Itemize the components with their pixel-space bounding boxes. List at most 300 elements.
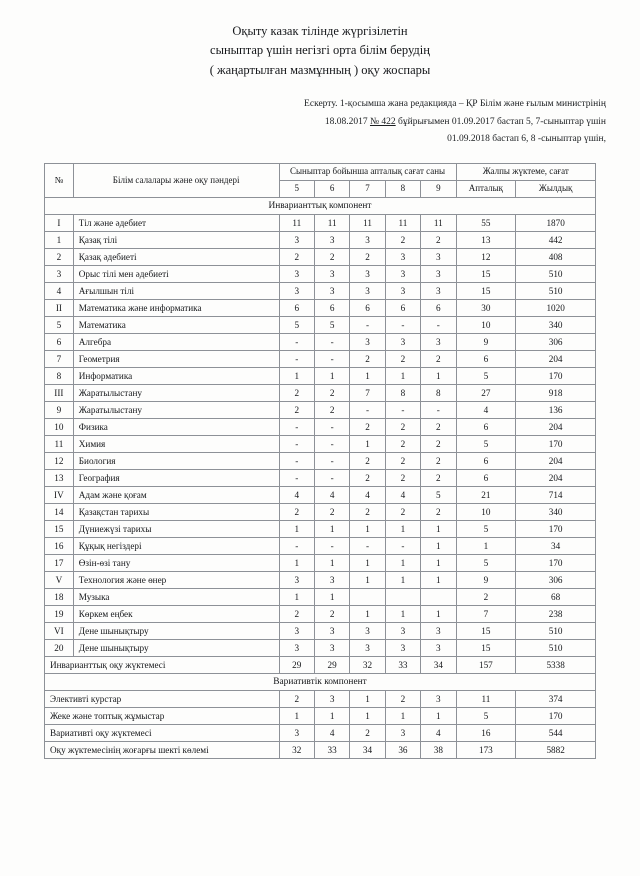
decree-number: № 422 <box>369 116 396 127</box>
row-grade-7: 4 <box>350 486 385 503</box>
row-yearly-total: 170 <box>516 435 596 452</box>
row-grade-7: 1 <box>350 707 385 724</box>
row-grade-9: 1 <box>421 571 456 588</box>
row-grade-6: - <box>314 452 349 469</box>
section-row-variant <box>45 673 596 690</box>
row-yearly-total: 136 <box>516 401 596 418</box>
row-grade-9: 3 <box>421 248 456 265</box>
row-grade-8: 2 <box>385 418 420 435</box>
row-grade-5: 2 <box>279 503 314 520</box>
row-grade-7: 1 <box>350 690 385 707</box>
row-grade-5: 4 <box>279 486 314 503</box>
row-weekly-total: 6 <box>456 418 516 435</box>
row-grade-7 <box>350 588 385 605</box>
table-row <box>45 418 596 435</box>
row-weekly-total: 27 <box>456 384 516 401</box>
row-yearly-total: 340 <box>516 316 596 333</box>
header-grade-9: 9 <box>421 180 456 197</box>
row-yearly-total: 170 <box>516 554 596 571</box>
table-row <box>45 282 596 299</box>
row-grade-6: 3 <box>314 571 349 588</box>
row-grade-9: 3 <box>421 282 456 299</box>
row-weekly-total: 15 <box>456 639 516 656</box>
row-grade-8: 3 <box>385 282 420 299</box>
curriculum-table <box>44 163 596 759</box>
row-grade-7: 1 <box>350 520 385 537</box>
row-index: 20 <box>45 639 74 656</box>
grand-total-row <box>45 741 596 758</box>
table-row <box>45 299 596 316</box>
row-grade-8: 2 <box>385 435 420 452</box>
row-grade-6: 3 <box>314 639 349 656</box>
row-grade-7: 1 <box>350 605 385 622</box>
row-subject: Ағылшын тілі <box>73 282 279 299</box>
row-grade-8: 4 <box>385 486 420 503</box>
row-grade-6: 6 <box>314 299 349 316</box>
row-weekly-total: 15 <box>456 282 516 299</box>
row-grade-9: 3 <box>421 639 456 656</box>
header-grade-6: 6 <box>314 180 349 197</box>
row-index: 19 <box>45 605 74 622</box>
table-row <box>45 639 596 656</box>
table-row <box>45 690 596 707</box>
row-yearly-total: 306 <box>516 571 596 588</box>
row-grade-9: 34 <box>421 656 456 673</box>
table-row <box>45 316 596 333</box>
header-weekly: Апталық <box>456 180 516 197</box>
row-grade-8: 3 <box>385 724 420 741</box>
row-subject: География <box>73 469 279 486</box>
row-grade-8: 2 <box>385 452 420 469</box>
row-grade-8: - <box>385 401 420 418</box>
row-grade-7: 3 <box>350 231 385 248</box>
row-weekly-total: 5 <box>456 367 516 384</box>
row-subject: Химия <box>73 435 279 452</box>
row-index: 4 <box>45 282 74 299</box>
row-grade-6: 1 <box>314 707 349 724</box>
row-weekly-total: 30 <box>456 299 516 316</box>
row-yearly-total: 544 <box>516 724 596 741</box>
row-subject: Жеке және топтық жұмыстар <box>45 707 280 724</box>
row-grade-5: - <box>279 418 314 435</box>
row-subject: Технология және өнер <box>73 571 279 588</box>
row-grade-5: 6 <box>279 299 314 316</box>
row-grade-8: 36 <box>385 741 420 758</box>
row-grade-5: 2 <box>279 401 314 418</box>
table-row <box>45 503 596 520</box>
row-yearly-total: 408 <box>516 248 596 265</box>
row-weekly-total: 12 <box>456 248 516 265</box>
row-index: VI <box>45 622 74 639</box>
table-row <box>45 435 596 452</box>
row-grade-9: 3 <box>421 622 456 639</box>
invariant-total-row <box>45 656 596 673</box>
row-grade-6: 4 <box>314 724 349 741</box>
row-grade-9: 38 <box>421 741 456 758</box>
row-index: IV <box>45 486 74 503</box>
row-grade-6: 2 <box>314 503 349 520</box>
document-note <box>0 96 640 149</box>
row-grade-6: - <box>314 418 349 435</box>
row-grade-8: 2 <box>385 350 420 367</box>
row-subject: Элективті курстар <box>45 690 280 707</box>
row-grade-9: 11 <box>421 214 456 231</box>
page-title <box>0 0 640 80</box>
row-index: 7 <box>45 350 74 367</box>
table-row <box>45 265 596 282</box>
row-weekly-total: 15 <box>456 622 516 639</box>
row-weekly-total: 10 <box>456 503 516 520</box>
row-weekly-total: 4 <box>456 401 516 418</box>
row-index: 16 <box>45 537 74 554</box>
table-row <box>45 486 596 503</box>
table-header <box>45 163 596 197</box>
row-grade-7: 2 <box>350 452 385 469</box>
row-subject: Информатика <box>73 367 279 384</box>
row-grade-5: - <box>279 435 314 452</box>
row-grade-9: 3 <box>421 265 456 282</box>
section-label-variant: Вариативтік компонент <box>45 673 596 690</box>
row-grade-8: 1 <box>385 571 420 588</box>
row-subject: Құқық негіздері <box>73 537 279 554</box>
row-weekly-total: 16 <box>456 724 516 741</box>
row-grade-7: 6 <box>350 299 385 316</box>
table-body <box>45 197 596 758</box>
row-grade-8 <box>385 588 420 605</box>
row-index: 9 <box>45 401 74 418</box>
row-subject: Вариативті оқу жүктемесі <box>45 724 280 741</box>
row-weekly-total: 7 <box>456 605 516 622</box>
row-index: I <box>45 214 74 231</box>
row-subject: Дене шынықтыру <box>73 622 279 639</box>
row-grade-7: 2 <box>350 350 385 367</box>
row-index: 15 <box>45 520 74 537</box>
row-grade-7: 11 <box>350 214 385 231</box>
row-yearly-total: 1020 <box>516 299 596 316</box>
row-yearly-total: 204 <box>516 452 596 469</box>
row-grade-8: 3 <box>385 265 420 282</box>
row-weekly-total: 55 <box>456 214 516 231</box>
row-index: 2 <box>45 248 74 265</box>
row-grade-8: 1 <box>385 554 420 571</box>
row-grade-8: 3 <box>385 639 420 656</box>
row-grade-6: 4 <box>314 486 349 503</box>
row-subject: Тіл және әдебиет <box>73 214 279 231</box>
row-subject: Дүниежүзі тарихы <box>73 520 279 537</box>
row-grade-7: - <box>350 316 385 333</box>
row-yearly-total: 170 <box>516 707 596 724</box>
row-grade-6: - <box>314 537 349 554</box>
row-grade-5: 1 <box>279 520 314 537</box>
row-grade-6: 3 <box>314 622 349 639</box>
row-index: 3 <box>45 265 74 282</box>
row-subject: Қазақ әдебиеті <box>73 248 279 265</box>
table-row <box>45 384 596 401</box>
row-weekly-total: 157 <box>456 656 516 673</box>
row-subject: Орыс тілі мен әдебиеті <box>73 265 279 282</box>
row-subject: Геометрия <box>73 350 279 367</box>
row-grade-9: - <box>421 316 456 333</box>
row-grade-5: 5 <box>279 316 314 333</box>
row-grade-9: 5 <box>421 486 456 503</box>
row-subject: Оқу жүктемесінің жоғарғы шекті көлемі <box>45 741 280 758</box>
row-yearly-total: 918 <box>516 384 596 401</box>
header-grade-8: 8 <box>385 180 420 197</box>
row-grade-6: 3 <box>314 690 349 707</box>
row-grade-8: 3 <box>385 622 420 639</box>
row-index: 12 <box>45 452 74 469</box>
row-grade-6: 33 <box>314 741 349 758</box>
table-row <box>45 214 596 231</box>
table-row <box>45 520 596 537</box>
row-grade-6: 2 <box>314 605 349 622</box>
row-index: II <box>45 299 74 316</box>
table-row <box>45 571 596 588</box>
row-grade-8: 3 <box>385 333 420 350</box>
row-grade-9: 3 <box>421 333 456 350</box>
row-grade-7: 2 <box>350 418 385 435</box>
row-grade-5: - <box>279 452 314 469</box>
table-row <box>45 452 596 469</box>
row-subject: Математика және информатика <box>73 299 279 316</box>
row-index: 8 <box>45 367 74 384</box>
row-yearly-total: 442 <box>516 231 596 248</box>
row-grade-6: 3 <box>314 282 349 299</box>
row-subject: Физика <box>73 418 279 435</box>
row-grade-6: 11 <box>314 214 349 231</box>
title-line-2: сыныптар үшін негізгі орта білім берудің <box>210 43 430 58</box>
row-grade-8: 2 <box>385 503 420 520</box>
row-yearly-total: 204 <box>516 350 596 367</box>
row-weekly-total: 15 <box>456 265 516 282</box>
row-grade-5: 3 <box>279 639 314 656</box>
row-grade-8: 3 <box>385 248 420 265</box>
row-index: 13 <box>45 469 74 486</box>
row-yearly-total: 238 <box>516 605 596 622</box>
row-grade-5: 2 <box>279 605 314 622</box>
row-yearly-total: 306 <box>516 333 596 350</box>
row-grade-7: 1 <box>350 435 385 452</box>
row-grade-5: 3 <box>279 282 314 299</box>
row-grade-7: 1 <box>350 367 385 384</box>
row-grade-6: 2 <box>314 248 349 265</box>
row-yearly-total: 204 <box>516 469 596 486</box>
row-grade-8: 11 <box>385 214 420 231</box>
row-yearly-total: 170 <box>516 367 596 384</box>
table-row <box>45 231 596 248</box>
row-grade-9: 2 <box>421 469 456 486</box>
note-line-1: Ескерту. 1-қосымша жана редакцияда – ҚР Білім және ғылым министрінің <box>304 99 606 110</box>
row-grade-7: 7 <box>350 384 385 401</box>
row-yearly-total: 68 <box>516 588 596 605</box>
row-weekly-total: 21 <box>456 486 516 503</box>
row-yearly-total: 510 <box>516 622 596 639</box>
row-subject: Өзін-өзі тану <box>73 554 279 571</box>
table-row <box>45 588 596 605</box>
row-grade-5: - <box>279 469 314 486</box>
row-subject: Алгебра <box>73 333 279 350</box>
row-weekly-total: 5 <box>456 520 516 537</box>
row-grade-7: 3 <box>350 622 385 639</box>
row-yearly-total: 374 <box>516 690 596 707</box>
table-row <box>45 469 596 486</box>
table-row <box>45 554 596 571</box>
row-grade-6: - <box>314 350 349 367</box>
row-grade-9: 2 <box>421 418 456 435</box>
row-grade-6: 3 <box>314 231 349 248</box>
row-subject: Математика <box>73 316 279 333</box>
row-grade-7: - <box>350 401 385 418</box>
row-grade-8: 2 <box>385 469 420 486</box>
table-row <box>45 248 596 265</box>
header-grade-5: 5 <box>279 180 314 197</box>
row-weekly-total: 1 <box>456 537 516 554</box>
table-row <box>45 605 596 622</box>
row-grade-5: 1 <box>279 554 314 571</box>
row-weekly-total: 9 <box>456 333 516 350</box>
row-weekly-total: 173 <box>456 741 516 758</box>
row-subject: Адам және қоғам <box>73 486 279 503</box>
row-grade-9: 2 <box>421 503 456 520</box>
row-index: 17 <box>45 554 74 571</box>
row-grade-9: 1 <box>421 367 456 384</box>
row-grade-9: 8 <box>421 384 456 401</box>
row-weekly-total: 2 <box>456 588 516 605</box>
table-row <box>45 537 596 554</box>
row-grade-8: 1 <box>385 707 420 724</box>
row-weekly-total: 6 <box>456 350 516 367</box>
row-grade-9: 1 <box>421 707 456 724</box>
row-yearly-total: 510 <box>516 265 596 282</box>
row-grade-6: 2 <box>314 401 349 418</box>
title-line-3: ( жаңартылған мазмұнның ) оқу жоспары <box>209 62 431 77</box>
row-grade-5: 3 <box>279 622 314 639</box>
row-grade-6: 1 <box>314 588 349 605</box>
row-grade-5: 32 <box>279 741 314 758</box>
header-no: № <box>45 163 74 197</box>
row-grade-5: 29 <box>279 656 314 673</box>
row-grade-7: 2 <box>350 724 385 741</box>
row-grade-7: 3 <box>350 333 385 350</box>
row-index: 10 <box>45 418 74 435</box>
row-grade-8: 1 <box>385 520 420 537</box>
header-weekly-group: Сыныптар бойынша апталық сағат саны <box>279 163 456 180</box>
row-weekly-total: 5 <box>456 554 516 571</box>
row-subject: Биология <box>73 452 279 469</box>
table-row <box>45 707 596 724</box>
row-grade-5: - <box>279 537 314 554</box>
row-grade-8: - <box>385 316 420 333</box>
row-subject: Қазақстан тарихы <box>73 503 279 520</box>
row-grade-9: 2 <box>421 435 456 452</box>
section-row-invariant <box>45 197 596 214</box>
section-label-invariant: Инварианттық компонент <box>45 197 596 214</box>
row-grade-6: 1 <box>314 520 349 537</box>
row-grade-6: 3 <box>314 265 349 282</box>
row-grade-5: 1 <box>279 367 314 384</box>
row-grade-7: 1 <box>350 554 385 571</box>
row-yearly-total: 5882 <box>516 741 596 758</box>
header-total-group: Жалпы жүктеме, сағат <box>456 163 595 180</box>
row-subject: Инварианттық оқу жүктемесі <box>45 656 280 673</box>
row-grade-5: 3 <box>279 571 314 588</box>
row-weekly-total: 6 <box>456 469 516 486</box>
row-yearly-total: 5338 <box>516 656 596 673</box>
row-weekly-total: 5 <box>456 707 516 724</box>
row-index: 14 <box>45 503 74 520</box>
header-subject: Білім салалары және оқу пәндері <box>73 163 279 197</box>
row-grade-9: 4 <box>421 724 456 741</box>
row-grade-6: 1 <box>314 367 349 384</box>
row-grade-9: 2 <box>421 231 456 248</box>
note-line-2: 18.08.2017 № 422 бұйрығымен 01.09.2017 бастап 5, 7-сыныптар үшін <box>324 116 606 127</box>
row-yearly-total: 34 <box>516 537 596 554</box>
variant-total-row <box>45 724 596 741</box>
row-grade-6: - <box>314 469 349 486</box>
row-index: 5 <box>45 316 74 333</box>
row-grade-9: 3 <box>421 690 456 707</box>
row-grade-8: 8 <box>385 384 420 401</box>
row-grade-6: 1 <box>314 554 349 571</box>
row-grade-8: - <box>385 537 420 554</box>
row-grade-7: 2 <box>350 469 385 486</box>
row-grade-7: 3 <box>350 265 385 282</box>
row-index: III <box>45 384 74 401</box>
row-weekly-total: 9 <box>456 571 516 588</box>
table-row <box>45 333 596 350</box>
row-yearly-total: 170 <box>516 520 596 537</box>
row-grade-8: 2 <box>385 231 420 248</box>
row-grade-7: - <box>350 537 385 554</box>
row-yearly-total: 1870 <box>516 214 596 231</box>
table-row <box>45 401 596 418</box>
row-subject: Дене шынықтыру <box>73 639 279 656</box>
row-grade-7: 34 <box>350 741 385 758</box>
row-grade-7: 2 <box>350 248 385 265</box>
row-grade-6: 29 <box>314 656 349 673</box>
row-grade-5: 1 <box>279 588 314 605</box>
row-grade-5: 3 <box>279 231 314 248</box>
table-row <box>45 367 596 384</box>
row-grade-5: 2 <box>279 384 314 401</box>
row-grade-9: 1 <box>421 537 456 554</box>
row-grade-9: 1 <box>421 605 456 622</box>
row-grade-8: 2 <box>385 690 420 707</box>
note-line-3: 01.09.2018 бастап 6, 8 -сыныптар үшін, <box>447 134 606 145</box>
row-grade-5: 2 <box>279 248 314 265</box>
row-grade-8: 33 <box>385 656 420 673</box>
row-grade-5: 3 <box>279 265 314 282</box>
row-subject: Жаратылыстану <box>73 401 279 418</box>
title-line-1: Оқыту казак тілінде жүргізілетін <box>232 24 408 38</box>
row-grade-7: 1 <box>350 571 385 588</box>
row-grade-9: 6 <box>421 299 456 316</box>
row-grade-7: 32 <box>350 656 385 673</box>
row-grade-5: 3 <box>279 724 314 741</box>
row-grade-7: 3 <box>350 282 385 299</box>
row-index: V <box>45 571 74 588</box>
row-yearly-total: 204 <box>516 418 596 435</box>
row-grade-9: 1 <box>421 554 456 571</box>
row-yearly-total: 714 <box>516 486 596 503</box>
row-index: 18 <box>45 588 74 605</box>
row-grade-9: 2 <box>421 452 456 469</box>
row-index: 6 <box>45 333 74 350</box>
row-grade-9: 2 <box>421 350 456 367</box>
header-grade-7: 7 <box>350 180 385 197</box>
row-weekly-total: 6 <box>456 452 516 469</box>
row-grade-5: - <box>279 350 314 367</box>
